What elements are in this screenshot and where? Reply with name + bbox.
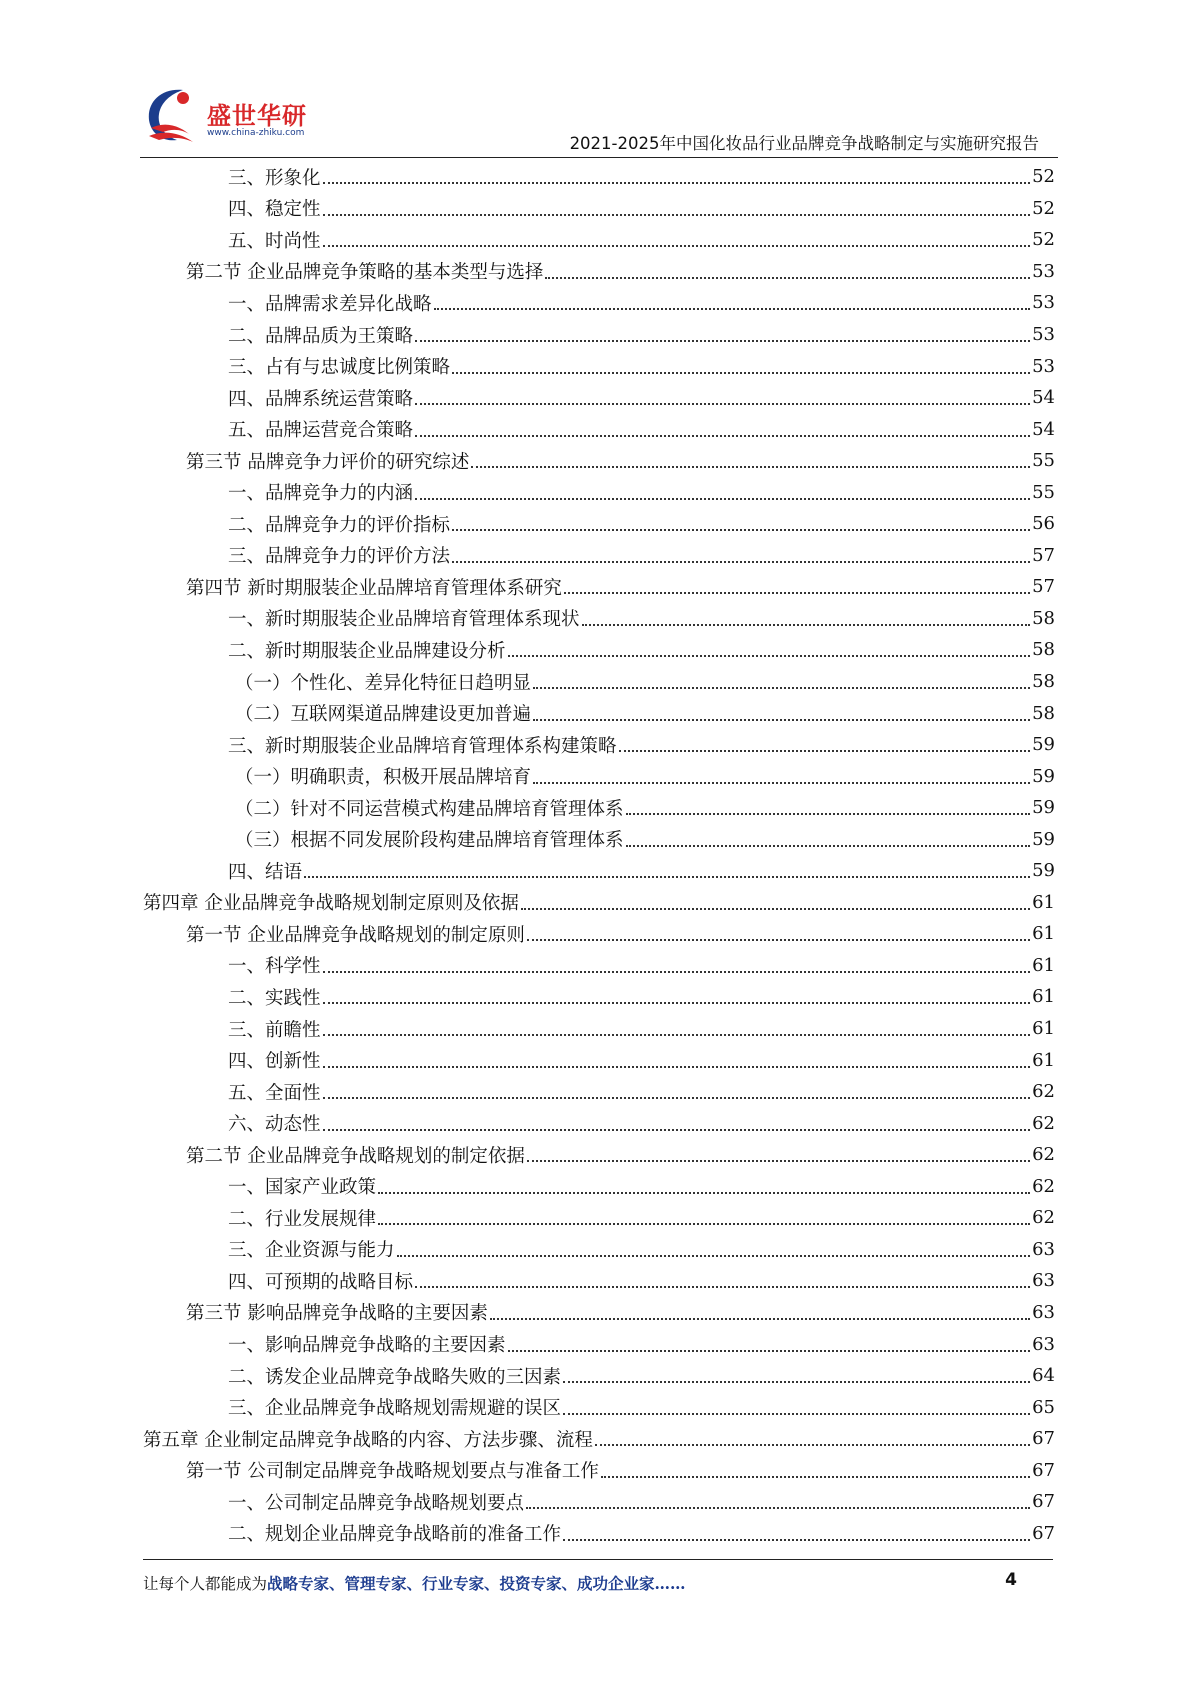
toc-entry-label: 一、新时期服装企业品牌培育管理体系现状 [228,609,580,631]
toc-entry[interactable] [143,1076,1055,1108]
toc-entry-page: 54 [1032,387,1055,409]
toc-entry-label: （二）针对不同运营模式构建品牌培育管理体系 [235,798,624,820]
toc-entry-label: 二、新时期服装企业品牌建设分析 [228,640,506,662]
toc-entry-page: 62 [1032,1207,1055,1229]
toc-leader-dots [323,1128,1031,1131]
toc-leader-dots [415,1285,1030,1288]
page-number: 4 [1005,1570,1017,1590]
toc-entry-page: 56 [1032,513,1055,535]
toc-leader-dots [626,844,1031,847]
toc-leader-dots [323,970,1031,973]
page-header [143,80,1055,158]
toc-entry-page: 63 [1032,1333,1055,1355]
toc-entry-page: 55 [1032,481,1055,503]
toc-entry-page: 53 [1032,355,1055,377]
toc-leader-dots [563,1538,1030,1541]
toc-entry-label: 二、行业发展规律 [228,1208,377,1230]
toc-entry[interactable] [143,918,1055,950]
toc-leader-dots [508,1349,1031,1352]
toc-entry[interactable] [143,855,1055,887]
toc-leader-dots [619,749,1031,752]
toc-entry-label: 二、实践性 [228,987,321,1009]
toc-entry[interactable] [143,729,1055,761]
toc-entry-label: 五、时尚性 [228,230,321,252]
toc-entry[interactable] [143,823,1055,855]
toc-entry-label: 一、国家产业政策 [228,1177,377,1199]
toc-entry-label: 第二节 企业品牌竞争策略的基本类型与选择 [186,262,544,284]
toc-leader-dots [582,623,1031,626]
toc-entry-page: 57 [1032,576,1055,598]
toc-entry[interactable] [143,571,1055,603]
toc-entry-page: 58 [1032,702,1055,724]
toc-entry[interactable] [143,1391,1055,1423]
toc-leader-dots [508,654,1031,657]
toc-entry-label: （二）互联网渠道品牌建设更加普遍 [235,704,532,726]
toc-entry-label: 一、科学性 [228,956,321,978]
toc-entry[interactable] [143,1171,1055,1203]
toc-entry-label: 第一节 企业品牌竞争战略规划的制定原则 [186,924,525,946]
toc-entry-page: 61 [1032,923,1055,945]
toc-leader-dots [397,1254,1031,1257]
toc-entry-label: 四、可预期的战略目标 [228,1271,414,1293]
toc-leader-dots [527,938,1030,941]
toc-entry-label: 四、品牌系统运营策略 [228,388,414,410]
toc-entry-label: 二、品牌竞争力的评价指标 [228,514,451,536]
toc-entry-page: 67 [1032,1522,1055,1544]
toc-entry[interactable] [143,256,1055,288]
report-title: 2021-2025年中国化妆品行业品牌竞争战略制定与实施研究报告 [569,134,1039,153]
toc-entry-page: 59 [1032,765,1055,787]
toc-leader-dots [415,434,1030,437]
toc-entry-label: 二、品牌品质为王策略 [228,325,414,347]
toc-entry[interactable] [143,1360,1055,1392]
toc-entry-label: 二、规划企业品牌竞争战略前的准备工作 [228,1524,562,1546]
toc-entry-page: 59 [1032,828,1055,850]
toc-entry[interactable] [143,382,1055,414]
toc-entry[interactable] [143,1234,1055,1266]
toc-entry-page: 53 [1032,292,1055,314]
toc-entry-label: 五、全面性 [228,1082,321,1104]
toc-entry[interactable] [143,950,1055,982]
toc-leader-dots [626,812,1031,815]
toc-leader-dots [471,465,1030,468]
toc-leader-dots [533,781,1030,784]
toc-entry[interactable] [143,792,1055,824]
footer-slogan-prefix: 让每个人都能成为 [143,1575,268,1593]
toc-leader-dots [323,244,1031,247]
toc-entry[interactable] [143,287,1055,319]
toc-entry-label: 三、占有与忠诚度比例策略 [228,357,451,379]
logo-url: www.china-zhiku.com [207,128,305,138]
toc-entry-page: 67 [1032,1491,1055,1513]
toc-entry-page: 61 [1032,1018,1055,1040]
toc-entry-label: 四、创新性 [228,1051,321,1073]
toc-entry[interactable] [143,981,1055,1013]
toc-entry-label: 第一节 公司制定品牌竞争战略规划要点与准备工作 [186,1461,599,1483]
toc-entry-page: 53 [1032,260,1055,282]
toc-leader-dots [521,907,1030,910]
toc-leader-dots [323,1033,1031,1036]
toc-leader-dots [415,497,1030,500]
toc-leader-dots [564,591,1030,594]
toc-leader-dots [452,560,1030,563]
toc-leader-dots [323,1065,1031,1068]
footer-slogan [143,1572,686,1594]
toc-entry-page: 62 [1032,1175,1055,1197]
toc-leader-dots [434,307,1031,310]
toc-entry-label: 四、结语 [228,861,303,883]
toc-leader-dots [415,402,1030,405]
toc-entry-label: 第三节 影响品牌竞争战略的主要因素 [186,1303,488,1325]
toc-entry[interactable] [143,603,1055,635]
toc-entry-page: 62 [1032,1112,1055,1134]
toc-entry[interactable] [143,887,1055,919]
toc-entry-page: 62 [1032,1144,1055,1166]
toc-entry-page: 59 [1032,734,1055,756]
toc-entry-label: 三、企业资源与能力 [228,1240,395,1262]
toc-entry[interactable] [143,1107,1055,1139]
toc-entry[interactable] [143,634,1055,666]
toc-entry[interactable] [143,666,1055,698]
toc-leader-dots [526,1506,1030,1509]
toc-leader-dots [304,875,1030,878]
toc-entry-label: 第四章 企业品牌竞争战略规划制定原则及依据 [143,893,519,915]
toc-entry-page: 63 [1032,1238,1055,1260]
toc-entry-label: 第四节 新时期服装企业品牌培育管理体系研究 [186,577,562,599]
toc-entry[interactable] [143,1454,1055,1486]
toc-entry-page: 63 [1032,1301,1055,1323]
toc-leader-dots [415,339,1030,342]
toc-entry-page: 67 [1032,1459,1055,1481]
toc-leader-dots [563,1412,1030,1415]
toc-entry-label: （一）个性化、差异化特征日趋明显 [235,672,532,694]
toc-leader-dots [323,213,1031,216]
toc-entry[interactable] [143,508,1055,540]
toc-entry-page: 58 [1032,607,1055,629]
toc-entry-page: 58 [1032,671,1055,693]
footer-slogan-highlight: 战略专家、管理专家、行业专家、投资专家、成功企业家…… [267,1574,686,1593]
toc-entry-label: （一）明确职责，积极开展品牌培育 [235,767,532,789]
toc-entry[interactable] [143,445,1055,477]
toc-entry[interactable] [143,161,1055,193]
toc-leader-dots [323,1001,1031,1004]
toc-leader-dots [545,276,1030,279]
toc-leader-dots [378,1191,1030,1194]
logo-emblem-icon [143,84,213,150]
toc-entry[interactable] [143,1044,1055,1076]
toc-leader-dots [452,371,1030,374]
toc-entry-page: 63 [1032,1270,1055,1292]
toc-entry-page: 57 [1032,544,1055,566]
toc-entry-label: 一、品牌竞争力的内涵 [228,483,414,505]
toc-entry-page: 52 [1032,166,1055,188]
toc-entry-label: 一、影响品牌竞争战略的主要因素 [228,1335,506,1356]
toc-entry-label: 二、诱发企业品牌竞争战略失败的三因素 [228,1366,562,1388]
toc-leader-dots [527,1159,1030,1162]
toc-entry-label: 一、品牌需求差异化战略 [228,293,432,315]
toc-entry-page: 61 [1032,954,1055,976]
toc-entry-page: 61 [1032,891,1055,913]
toc-entry-label: （三）根据不同发展阶段构建品牌培育管理体系 [235,830,624,852]
toc-entry-page: 59 [1032,860,1055,882]
toc-entry[interactable] [143,1328,1055,1360]
toc-entry-page: 55 [1032,450,1055,472]
toc-entry[interactable] [143,1297,1055,1329]
logo-text: 盛世华研 [207,102,307,130]
toc-entry-page: 64 [1032,1365,1055,1387]
toc-entry[interactable] [143,1423,1055,1455]
toc-entry-label: 三、企业品牌竞争战略规划需规避的误区 [228,1398,562,1420]
toc-entry-page: 67 [1032,1428,1055,1450]
toc-leader-dots [323,1096,1031,1099]
toc-entry-page: 61 [1032,986,1055,1008]
toc-entry-page: 52 [1032,197,1055,219]
toc-entry-page: 58 [1032,639,1055,661]
toc-leader-dots [378,1222,1030,1225]
toc-entry[interactable] [143,760,1055,792]
toc-leader-dots [563,1380,1030,1383]
toc-entry[interactable] [143,1013,1055,1045]
toc-entry-label: 三、品牌竞争力的评价方法 [228,546,451,568]
toc-entry-label: 五、品牌运营竞合策略 [228,420,414,442]
toc-leader-dots [323,181,1031,184]
page-footer [143,1568,1053,1598]
toc-entry-page: 52 [1032,229,1055,251]
toc-entry-label: 第三节 品牌竞争力评价的研究综述 [186,451,470,473]
toc-entry-label: 四、稳定性 [228,199,321,221]
toc-entry-page: 61 [1032,1049,1055,1071]
toc-leader-dots [490,1317,1030,1320]
toc-entry[interactable] [143,224,1055,256]
toc-entry[interactable] [143,697,1055,729]
toc-entry-label: 三、新时期服装企业品牌培育管理体系构建策略 [228,735,617,757]
toc-entry-page: 62 [1032,1081,1055,1103]
toc-entry[interactable] [143,193,1055,225]
toc-entry[interactable] [143,1265,1055,1297]
toc-leader-dots [533,686,1030,689]
toc-entry-page: 54 [1032,418,1055,440]
toc-entry[interactable] [143,1518,1055,1550]
toc-entry-page: 59 [1032,797,1055,819]
toc-entry-label: 第二节 企业品牌竞争战略规划的制定依据 [186,1145,525,1167]
toc-leader-dots [595,1443,1030,1446]
toc-entry[interactable] [143,1139,1055,1171]
toc-entry[interactable] [143,1486,1055,1518]
footer-divider [143,1559,1053,1560]
toc-entry[interactable] [143,319,1055,351]
toc-entry[interactable] [143,540,1055,572]
toc-entry-page: 53 [1032,324,1055,345]
toc-entry-label: 六、动态性 [228,1114,321,1136]
toc-entry[interactable] [143,413,1055,445]
header-divider [140,157,1058,158]
toc-entry-label: 第五章 企业制定品牌竞争战略的内容、方法步骤、流程 [143,1429,593,1451]
toc-entry-page: 65 [1032,1396,1055,1418]
toc-entry[interactable] [143,350,1055,382]
toc-entry[interactable] [143,476,1055,508]
toc-entry-label: 一、公司制定品牌竞争战略规划要点 [228,1492,525,1514]
company-logo [143,84,313,150]
toc-leader-dots [452,528,1030,531]
toc-leader-dots [601,1475,1030,1478]
toc-leader-dots [533,718,1030,721]
toc-entry-label: 三、前瞻性 [228,1019,321,1041]
table-of-contents [143,161,1055,1549]
toc-entry[interactable] [143,1202,1055,1234]
toc-entry-label: 三、形象化 [228,167,321,189]
